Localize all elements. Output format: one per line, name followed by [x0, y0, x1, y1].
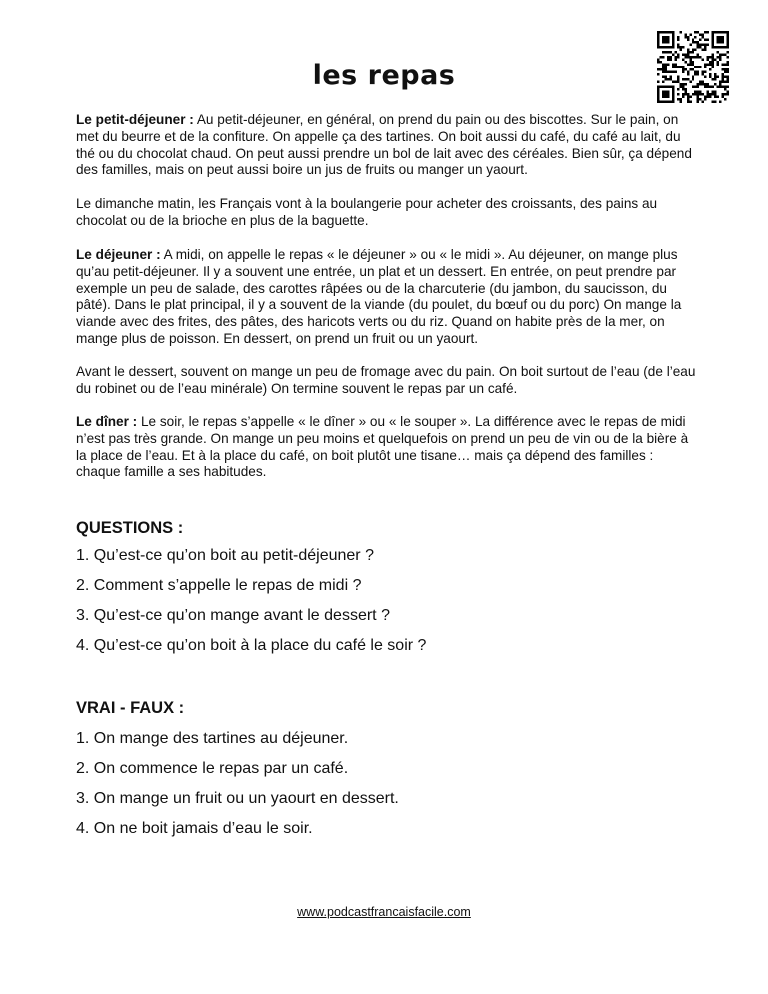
qr-code-icon — [657, 31, 729, 103]
question-item: 4. Qu’est-ce qu’on boit à la place du café le soir ? — [76, 637, 427, 654]
true-false-item: 2. On commence le repas par un café. — [76, 760, 349, 777]
question-item: 3. Qu’est-ce qu’on mange avant le dessert ? — [76, 607, 390, 624]
breakfast-paragraph-2 — [76, 196, 696, 230]
true-false-list — [76, 729, 399, 849]
dinner-text: Le soir, le repas s’appelle « le dîner » ou « le souper ». La différence avec le repas de midi n’est pas très grande. On mange un peu moins et quelquefois on prend un peu de vin ou de la bière à la place de l’eau. Et à la place du café, on boit plutôt une tisane… mais ça dépend des familles : chaque famille a ses habitudes. — [76, 414, 689, 480]
true-false-item: 1. On mange des tartines au déjeuner. — [76, 730, 349, 747]
question-item: 2. Comment s’appelle le repas de midi ? — [76, 577, 362, 594]
question-item: 1. Qu’est-ce qu’on boit au petit-déjeuner ? — [76, 547, 374, 564]
page-title: les repas — [312, 60, 456, 91]
true-false-item: 3. On mange un fruit ou un yaourt en dessert. — [76, 790, 399, 807]
footer-link[interactable]: www.podcastfrancaisfacile.com — [297, 905, 471, 919]
lunch-paragraph — [76, 247, 696, 348]
lunch-text: A midi, on appelle le repas « le déjeuner » ou « le midi ». Au déjeuner, on mange plus qu’au petit-déjeuner. Il y a souvent une entrée, un plat et un dessert. En entrée, on peut prendre par exemple un peu de salade, des carottes râpées ou de la charcuterie (du jambon, du saucisson, du pâté). Dans le plat principal, il y a souvent de la viande (du poulet, du bœuf ou du porc) On mange la viande avec des frites, des pâtes, des haricots verts ou du riz. Quand on habite près de la mer, on mange plus de poisson. En dessert, on prend un fruit ou un yaourt. — [76, 247, 682, 346]
lunch-text-2: Avant le dessert, souvent on mange un peu de fromage avec du pain. On boit surtout de l’eau (de l’eau du robinet ou de l’eau minérale) On termine souvent le repas par un café. — [76, 364, 696, 396]
dinner-label: Le dîner : — [76, 414, 138, 429]
breakfast-text: Au petit-déjeuner, en général, on prend du pain ou des biscottes. Sur le pain, on met du beurre et de la confiture. On appelle ça des tartines. On boit aussi du café, du café au lait, du thé ou du chocolat chaud. On peut aussi prendre un bol de lait avec des céréales. Bien sûr, ça dépend des familles, mais on peut aussi boire un jus de fruits ou manger un yaourt. — [76, 112, 692, 178]
dinner-paragraph — [76, 414, 696, 481]
lunch-paragraph-2 — [76, 364, 696, 398]
questions-heading: QUESTIONS : — [76, 519, 184, 537]
questions-list — [76, 546, 426, 666]
lunch-label: Le déjeuner : — [76, 247, 161, 262]
breakfast-label: Le petit-déjeuner : — [76, 112, 194, 127]
true-false-item: 4. On ne boit jamais d’eau le soir. — [76, 820, 313, 837]
true-false-heading: VRAI - FAUX : — [76, 699, 185, 717]
breakfast-text-2: Le dimanche matin, les Français vont à la boulangerie pour acheter des croissants, des pains au chocolat ou de la brioche en plus de la baguette. — [76, 196, 658, 228]
breakfast-paragraph — [76, 112, 696, 179]
